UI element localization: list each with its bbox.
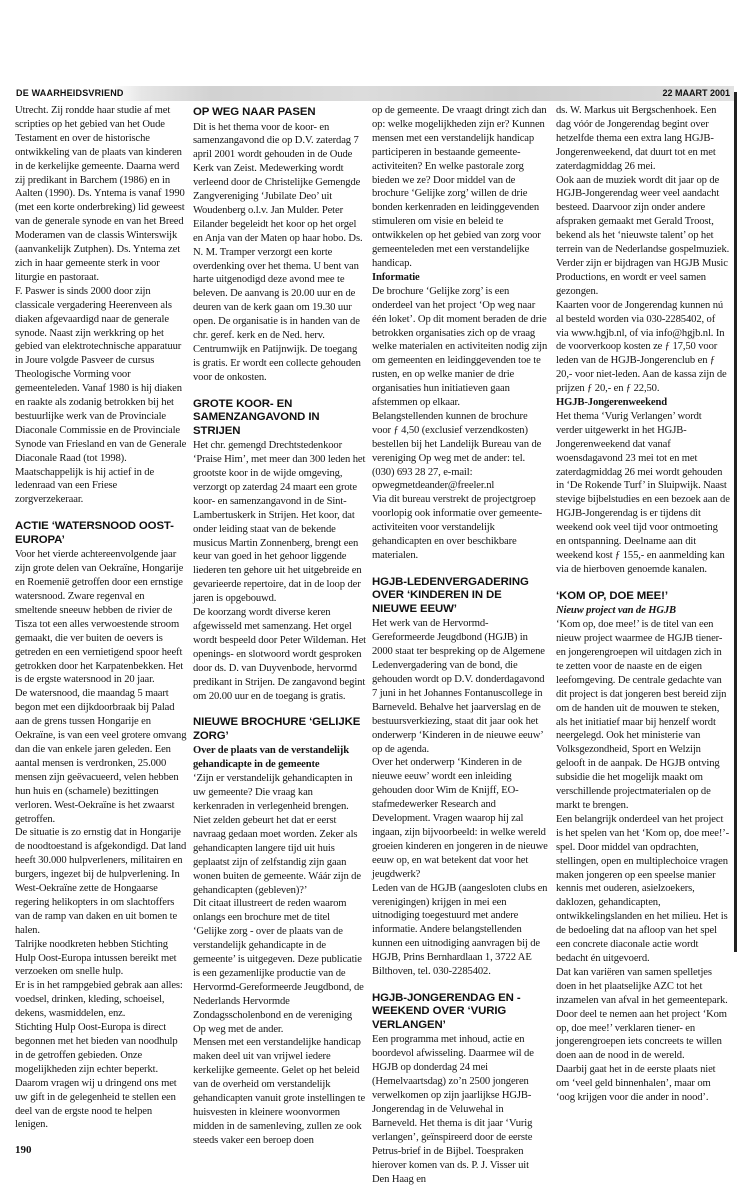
paragraph: Het chr. gemengd Drechtstedenkoor ‘Praise Him’, met meer dan 300 leden het grootste koor in de wijde omgeving, verzorgt op zaterdag 24 maart een grote koor- en samenzangavond in de Sint-Lambertuskerk in Strijen. Het koor, dat onder leiding staat van de bekende musicus Martin Zonnenberg, brengt een keur van goed in het gehoor liggende liederen ten gehore uit het uitgebreide en gevarieerde repertoire, dat in de loop der jaren is opgebouwd.: [193, 440, 366, 605]
article-heading: HGJB-LEDENVERGADERING OVER ‘KINDEREN IN DE NIEUWE EEUW’: [372, 575, 529, 615]
publication-name: DE WAARHEIDSVRIEND: [16, 88, 124, 98]
paragraph: ‘Zijn er verstandelijk gehandicapten in uw gemeente? Die vraag kan kerkenraden in verlegenheid brengen. Niet zelden gebeurt het dat er eerst navraag gedaan moet worden. Zeker als gehandicapten langere tijd uit huis geplaatst zijn of zelfstandig zijn gaan wonen buiten de gemeente. Wáár zijn de gehandicapten (gebleven)?’: [193, 773, 361, 896]
article-heading: HGJB-JONGERENDAG EN -WEEKEND OVER ‘VURIG VERLANGEN’: [372, 991, 521, 1031]
paragraph: Stichting Hulp Oost-Europa is direct begonnen met het bieden van noodhulp in de getroffen gebieden. Onze mogelijkheden zijn echter beperkt. Daarom vragen wij u dringend ons met uw gift in de gelegenheid te stellen een deel van de ergste nood te helpen lenigen.: [15, 1022, 178, 1131]
paragraph: Een belangrijk onderdeel van het project is het spelen van het ‘Kom op, doe mee!’-spel. Door middel van opdrachten, stellingen, open en multiplechoice vragen maken jongeren op een speelse manier kennis met ouderen, asielzoekers, daklozen, gehandicapten, ontwikkelingslanden en het milieu. Het is de bedoeling dat na afloop van het spel een concrete diaconale actie wordt bedacht én uitgevoerd.: [556, 813, 730, 964]
column-2: [193, 104, 366, 1148]
paragraph: F. Paswer is sinds 2000 door zijn classicale vergadering Heerenveen als diaken afgevaardigd naar de generale synode. Naast zijn werkkring op het gebied van elektrotechnische apparatuur in Joure volgde Pasveer de cursus Theologische Vorming voor gemeenteleden. Vanaf 1980 is hij diaken en raakte als zodanig betrokken bij het bestuurlijke werk van de Provinciale Diaconale Commissie en de Provinciale Synode van Friesland en van de Generale Diaconale Raad (tot 1998). Maatschappelijk is hij actief in de ledenraad van een Friese zorgverzekeraar.: [15, 285, 187, 506]
paragraph: op de gemeente. De vraagt dringt zich dan op: welke mogelijkheden zijn er? Kunnen mensen met een verstandelijk handicap participeren in bestaande gemeente-activiteiten? En welke pastorale zorg bieden we ze? Door middel van de brochure ‘Gelijke zorg’ willen de drie bonden kerkenraden en leidinggevenden stimuleren om visie en beleid te ontwikkelen op het gebied van zorg voor gemeenteleden met een verstandelijke handicap.: [372, 105, 547, 269]
paragraph: Via dit bureau verstrekt de projectgroep voorlopig ook informatie over gemeente-activiteiten voor verstandelijk gehandicapten en over beschikbare materialen.: [372, 494, 543, 561]
page-number: 190: [15, 1144, 32, 1156]
paragraph: Ook aan de muziek wordt dit jaar op de HGJB-Jongerendag weer veel aandacht besteed. Daarvoor zijn onder andere afspraken gemaakt met Gerald Troost, bekend als het ‘nieuwste talent’ op het terrein van de Nederlandse gospelmuziek. Verder zijn er bijdragen van HGJB Music Productions, en wordt er veel samen gezongen.: [556, 174, 730, 297]
paragraph: De watersnood, die maandag 5 maart begon met een dijkdoorbraak bij Palad aan de grens tussen Hongarije en Oekraïne, is van een veel grotere omvang dan die van enkele jaren geleden. Een aantal mensen is verdronken, 25.000 mensen zijn geëvacueerd, velen hebben hun huis en (schamele) bezittingen verloren. West-Oekraïne is het zwaarst getroffen.: [15, 688, 187, 825]
paragraph: Dit citaat illustreert de reden waarom onlangs een brochure met de titel ‘Gelijke zorg - over de plaats van de verstandelijk gehandicapte in de gemeente’ is uitgegeven. Deze publicatie is een gezamenlijke productie van de Hervormd-Gereformeerde Jeugdbond, de Nederlands Hervormde Zondagsscholenbond en de vereniging Op weg met de ander.: [193, 898, 364, 1035]
paragraph: Voor het vierde achtereenvolgende jaar zijn grote delen van Oekraïne, Hongarije en Roemenië getroffen door een ernstige watersnood. Zware regenval en smeltende sneeuw hebben de rivier de Tisza tot een alles verwoestende stroom gemaakt, die ver buiten de oevers is getreden en een vernietigend spoor heeft getrokken door het Karpatenbekken. Het is de ergste watersnood in 20 jaar.: [15, 549, 184, 686]
paragraph: Dat kan variëren van samen spelletjes doen in het plaatselijke AZC tot het inzamelen van afval in het gemeentepark. Door deel te nemen aan het project ‘Kom op, doe mee!’ verklaren tiener- en jongerengroepen iets concreets te willen doen aan de nood in de wereld.: [556, 966, 728, 1062]
subheading: Nieuw project van de HGJB: [556, 605, 676, 617]
subheading: HGJB-Jongerenweekend: [556, 397, 667, 409]
paragraph: ds. W. Markus uit Bergschenhoek. Een dag vóór de Jongerendag begint over hetzelfde thema een extra lang HGJB-Jongerenweekend, dat duurt tot en met zaterdagmiddag 26 mei.: [556, 105, 717, 172]
subheading: Over de plaats van de verstandelijk gehandicapte in de gemeente: [193, 745, 349, 771]
article-heading: NIEUWE BROCHURE ‘GELIJKE ZORG’: [193, 716, 361, 742]
page-edge-divider: [734, 92, 737, 952]
issue-date: 22 MAART 2001: [662, 88, 730, 98]
running-header: [12, 86, 734, 101]
paragraph: De brochure ‘Gelijke zorg’ is een onderdeel van het project ‘Op weg naar één loket’. Op dit moment beraden de drie betrokken organisaties zich op de vraag welke materialen en activiteiten nodig zijn om gemeenten en leidinggevenden toe te rusten, en op welke manier de drie organisaties hun initiatieven gaan afstemmen op elkaar.: [372, 285, 548, 409]
paragraph: Leden van de HGJB (aangesloten clubs en verenigingen) krijgen in mei een uitnodiging toegestuurd met andere informatie. Andere belangstellenden kunnen een uitnodiging aanvragen bij de HGJB, Prins Bernhardlaan 1, 3722 AE Bilthoven, tel. 030-2285402.: [372, 882, 548, 978]
article-heading: ACTIE ‘WATERSNOOD OOST-EUROPA’: [15, 520, 174, 546]
article-heading: OP WEG NAAR PASEN: [193, 106, 316, 118]
subheading: Informatie: [372, 271, 420, 283]
paragraph: Talrijke noodkreten hebben Stichting Hulp Oost-Europa intussen bereikt met verzoeken om snelle hulp.: [15, 938, 177, 978]
paragraph: Utrecht. Zij rondde haar studie af met scripties op het gebied van het Oude Testament en over de historische ontwikkeling van de plaats van kinderen in de kerkelijke gemeente. Daarna werd zij predikant in Barchem (1986) en in Aalten (1990). Ds. Yntema is vanaf 1990 (met een korte onderbreking) lid geweest van de generale synode en van het Breed Moderamen van de classis Winterswijk (aanvankelijk Zutphen). Ds. Yntema zet zich in haar gemeente sterk in voor liturgie en pastoraat.: [15, 105, 185, 283]
paragraph: De situatie is zo ernstig dat in Hongarije de noodtoestand is afgekondigd. Dat land heeft 30.000 hulpverleners, militairen en burgers, ingezet bij de hulpverlening. In West-Oekraïne zette de Hongaarse regering helikopters in om slachtoffers van de ramp van daken en uit bomen te halen.: [15, 827, 187, 936]
paragraph: Daarbij gaat het in de eerste plaats niet om ‘veel geld binnenhalen’, maar om ‘oog krijgen voor die ander in nood’.: [556, 1064, 716, 1104]
paragraph: Het werk van de Hervormd-Gereformeerde Jeugdbond (HGJB) in 2000 staat ter bespreking op de Algemene Ledenvergadering van de bond, die gehouden wordt op D.V. donderdagavond 7 juni in het Johannes Fontanuscollege in Barneveld. Behalve het jaarverslag en de bestuursverkiezing, staat dit jaar ook het onderwerp ‘Kinderen in de nieuwe eeuw’ op de agenda.: [372, 618, 545, 755]
column-4: [556, 104, 730, 1105]
paragraph: Belangstellenden kunnen de brochure voor ƒ 4,50 (exclusief verzendkosten) bestellen bij het Landelijk Bureau van de vereniging Op weg met de ander: tel. (030) 693 28 27, e-mail: opwegmetdeander@freeler.nl: [372, 410, 542, 492]
paragraph: ‘Kom op, doe mee!’ is de titel van een nieuw project waarmee de HGJB tiener- en jongerengroepen wil uitdagen zich in te zetten voor de naaste en de eigen leefomgeving. De centrale gedachte van dit project is dat jongeren best bereid zijn om de handen uit de mouwen te steken, als het initiatief maar bij henzelf wordt neergelegd. Ook het ministerie van Volksgezondheid, Sport en Welzijn gelooft in de aanpak. De HGJB ontving subsidie die het mogelijk maakt om verschillende projectmaterialen op de markt te brengen.: [556, 619, 727, 811]
paragraph: Over het onderwerp ‘Kinderen in de nieuwe eeuw’ wordt een inleiding gehouden door Wim de Knijff, EO-stafmedewerker Research and Development. Vragen waarop hij zal ingaan, zijn bijvoorbeeld: in welke wereld groeien kinderen en jongeren in de nieuwe eeuw op, en wat betekent dat voor het jeugdwerk?: [372, 757, 548, 880]
column-3: [372, 104, 548, 1186]
paragraph: Het thema ‘Vurig Verlangen’ wordt verder uitgewerkt in het HGJB-Jongerenweekend dat vanaf woensdagavond 23 mei tot en met zaterdagmiddag 26 mei wordt gehouden in ‘De Rokende Turf’ in Sluipwijk. Naast stevige bijbelstudies en een bezoek aan de HGJB-Jongerendag is er tijdens dit weekend ook veel tijd voor ontmoeting en ontspanning. Deelname aan dit weekend kost ƒ 155,- en aanmelding kan via de hierboven genoemde kanalen.: [556, 410, 730, 575]
article-heading: ‘KOM OP, DOE MEE!’: [556, 589, 668, 602]
paragraph: Mensen met een verstandelijke handicap maken deel uit van vrijwel iedere kerkelijke gemeente. Gelet op het beleid van de overheid om verstandelijk gehandicapten vanuit grote instellingen te huisvesten in kleinere woonvormen midden in de samenleving, zullen ze ook steeds vaker een beroep doen: [193, 1037, 366, 1146]
paragraph: De koorzang wordt diverse keren afgewisseld met samenzang. Het orgel wordt bespeeld door Peter Wildeman. Het openings- en slotwoord wordt gesproken door ds. D. van Duyvenbode, hervormd predikant in Strijen. De zangavond begint om 20.00 uur en de toegang is gratis.: [193, 607, 366, 702]
paragraph: Een programma met inhoud, actie en boordevol afwisseling. Daarmee wil de HGJB op donderdag 24 mei (Hemelvaartsdag) zo’n 2500 jongeren verwelkomen op zijn jaarlijkse HGJB-Jongerendag in de Veluwehal in Barneveld. Het thema is dit jaar ‘Vurig verlangen’, geïnspireerd door de eerste Petrus-brief in de Bijbel. Toespraken hierover komen van ds. P. J. Visser uit Den Haag en: [372, 1034, 534, 1185]
article-heading: GROTE KOOR- EN SAMENZANGAVOND IN STRIJEN: [193, 397, 320, 437]
column-1: [15, 104, 187, 1132]
paragraph: Kaarten voor de Jongerendag kunnen nú al besteld worden via 030-2285402, of via www.hgjb.nl, of via info@hgjb.nl. In de voorverkoop kosten ze ƒ 17,50 voor leden van de HGJB-Jongerenclub en ƒ 20,- voor niet-leden. Aan de kassa zijn de prijzen ƒ 20,- en ƒ 22,50.: [556, 299, 727, 395]
paragraph: Dit is het thema voor de koor- en samenzangavond die op D.V. zaterdag 7 april 2001 wordt gehouden in de Oude Kerk van Zeist. Medewerking wordt verleend door de Christelijke Gemengde Zangvereniging ‘Jubilate Deo’ uit Woudenberg o.l.v. Jan Mulder. Peter Eilander begeleidt het koor op het orgel en Anja van der Maten op haar hobo. Ds. N. M. Tramper verzorgt een korte overdenking over het thema. U bent van harte uitgenodigd deze avond mee te beleven. De aanvang is 20.00 uur en de deuren van de kerk gaan om 19.30 uur open. De organisatie is in handen van de chr. geref. kerk en de Ned. herv. Centrumwijk en Patijnwijk. De toegang is gratis. Er wordt een collecte gehouden voor de onkosten.: [193, 121, 363, 383]
paragraph: Er is in het rampgebied gebrak aan alles: voedsel, drinken, kleding, schoeisel, dekens, wasmiddelen, enz.: [15, 980, 183, 1020]
